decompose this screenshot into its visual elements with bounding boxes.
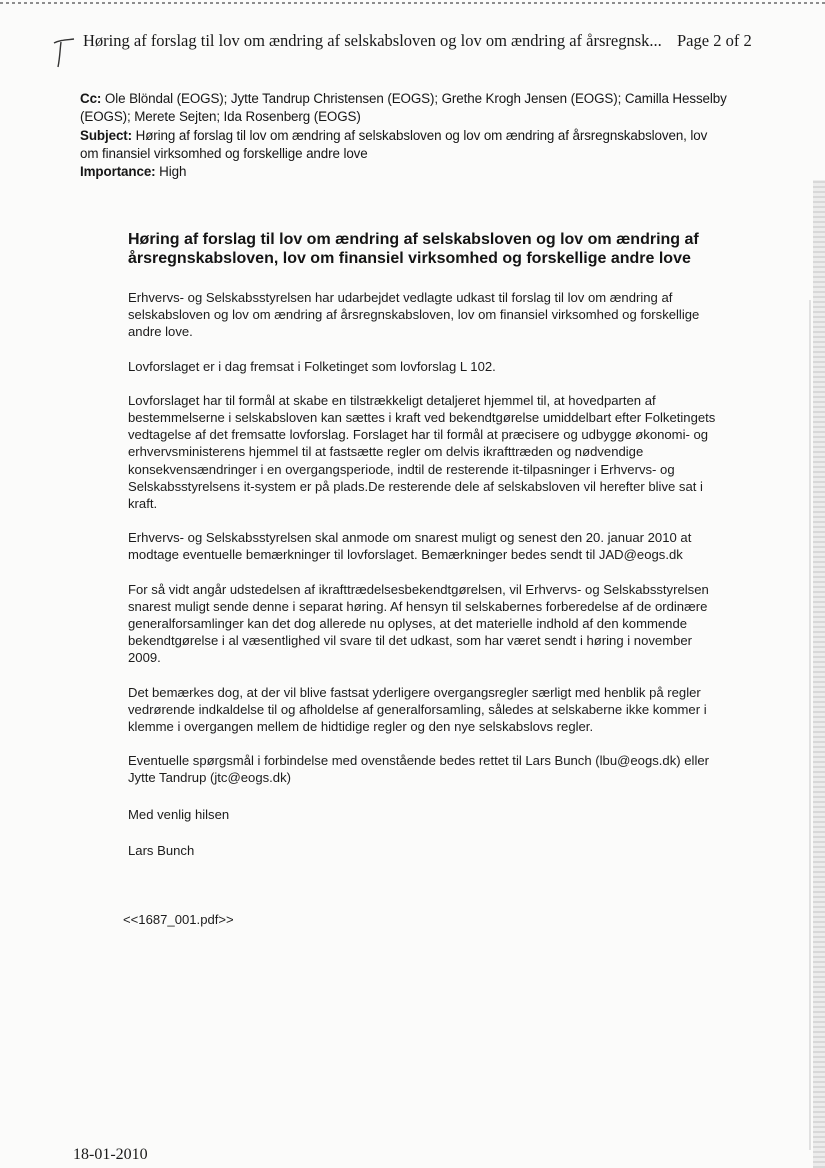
text-line: klemme i overgangen mellem de hidtidige regler og den nye selskabslovs regler. [128,719,594,735]
text-line: Jytte Tandrup (jtc@eogs.dk) [128,770,291,786]
cc-recipients-1: Ole Blöndal (EOGS); Jytte Tandrup Christensen (EOGS); Grethe Krogh Jensen (EOGS); Camilla Hesselby [104,91,727,106]
cc-line [80,90,760,108]
importance-value: High [159,164,187,180]
text-line: Lovforslaget er i dag fremsat i Folketinget som lovforslag L 102. [128,358,496,374]
text-line: bestemmelserne i selskabsloven kan sættes i kraft ved bekendtgørelse umiddelbart efter Folketingets [128,410,716,426]
text-line: Det bemærkes dog, at der vil blive fastsat yderligere overgangsregler særligt med henblik på regler [128,684,701,700]
text-line: Erhvervs- og Selskabsstyrelsen skal anmode om snarest muligt og senest den 20. januar 2010 at [128,530,692,546]
subject-line [80,127,760,145]
paragraph-1 [128,289,768,341]
letter-heading [128,230,768,268]
closing: Med venlig hilsen [128,806,230,822]
text-line: Selskabsstyrelsens it-system er på plads.De resterende dele af selskabsloven vil herefter blive sat i [128,478,703,494]
paragraph-3 [128,392,768,512]
scan-artifact-top [0,2,825,4]
subject-label: Subject: [80,127,133,143]
paragraph-2 [128,358,768,375]
text-line: Lovforslaget har til formål at skabe en tilstrækkeligt detaljeret hjemmel til, at hovedparten af [128,392,656,408]
subject-text-2: om finansiel virksomhed og forskellige andre love [80,145,368,161]
scan-artifact-edge-line [809,300,811,1150]
cc-recipients-2: (EOGS); Merete Sejten; Ida Rosenberg (EOGS) [80,109,361,125]
text-line: kraft. [128,496,158,512]
heading-line: Høring af forslag til lov om ændring af selskabsloven og lov om ændring af [128,231,699,248]
text-line: For så vidt angår udstedelsen af ikrafttrædelsesbekendtgørelsen, vil Erhvervs- og Selskabsstyrelsen [128,581,709,597]
text-line: bekendtgørelse i al væsentlighed vil svare til det udkast, som har været sendt i høring i november [128,633,693,649]
importance-label: Importance: [80,164,156,180]
text-line: konsekvensændringer i en overgangsperiode, indtil de resterende it-tilpasninger i Erhvervs- og [128,461,675,477]
paragraph-4 [128,529,768,563]
text-line: generalforsamlinger kan det dog allerede nu oplyses, at det materielle indhold af den kommende [128,616,688,632]
print-header-title: Høring af forslag til lov om ændring af selskabsloven og lov om ændring af årsregnsk... [83,31,662,50]
paragraph-6 [128,684,768,736]
heading-line: årsregnskabsloven, lov om finansiel virksomhed og forskellige andre love [128,250,691,267]
text-line: erhvervsministerens hjemmel til at fastsætte regler om delvis ikrafttræden og nødvendige [128,444,644,460]
paragraph-5 [128,581,768,667]
letter-body [123,230,768,928]
scan-artifact-edge [813,180,825,1168]
text-line: vedrørende indkaldelse til og afholdelse af generalforsamling, således at selskaberne ikke kommer i [128,701,707,717]
text-line: andre love. [128,324,193,340]
signature: Lars Bunch [128,842,195,858]
importance-line [80,163,760,181]
text-line: snarest muligt sende denne i separat høring. Af hensyn til selskabernes forberedelse af de ordinære [128,598,708,614]
paragraph-7 [128,752,768,786]
text-line: 2009. [128,650,161,666]
text-line: Erhvervs- og Selskabsstyrelsen har udarbejdet vedlagte udkast til forslag til lov om ændring af [128,290,673,305]
cc-label: Cc: [80,91,102,106]
page-number: Page 2 of 2 [677,31,752,50]
footer-date: 18-01-2010 [73,1146,148,1163]
attachment-link[interactable]: <<1687_001.pdf>> [123,912,234,928]
text-line: selskabsloven og lov om ændring af årsregnskabsloven, lov om finansiel virksomhed og forskellige [128,307,700,323]
text-line: Eventuelle spørgsmål i forbindelse med ovenstående bedes rettet til Lars Bunch (lbu@eogs.dk) eller [128,753,709,769]
subject-text-1: Høring af forslag til lov om ændring af selskabsloven og lov om ændring af årsregnskabsloven, lov [135,127,708,143]
email-meta [80,90,760,181]
print-header [62,31,762,53]
text-line: modtage eventuelle bemærkninger til lovforslaget. Bemærkninger bedes sendt til JAD@eogs.dk [128,547,683,563]
text-line: vedtagelse af det fremsatte lovforslag. Forslaget har til formål at præcisere og udbygge økonomi- og [128,427,709,443]
